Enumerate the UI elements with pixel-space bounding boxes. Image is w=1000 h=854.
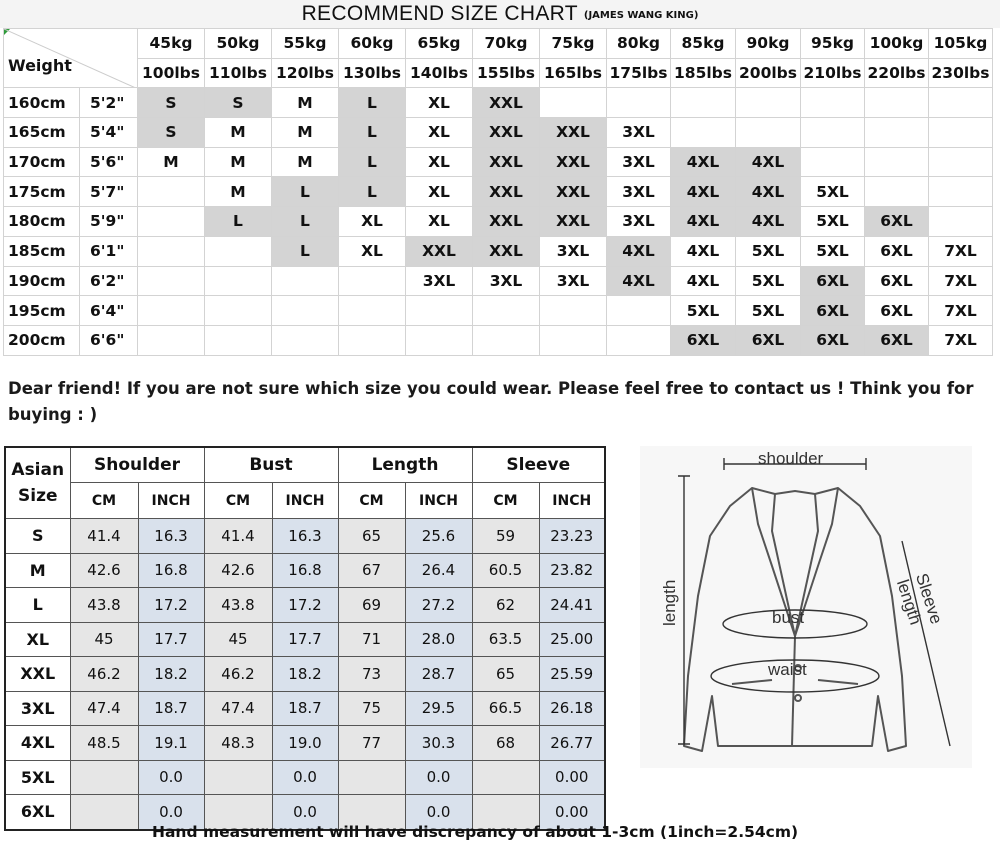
height-row [4,266,993,296]
asian-size: S [5,519,70,554]
height-row [4,236,993,266]
size-cell: 4XL [607,236,671,266]
size-cell: S [138,118,205,148]
measure-value: 41.4 [70,519,138,554]
size-cell: L [205,207,272,237]
size-cell: 6XL [736,325,801,355]
size-cell: 5XL [801,177,865,207]
size-cell: 3XL [473,266,540,296]
height-row [4,118,993,148]
measure-value: 46.2 [204,657,272,692]
measure-value: 26.4 [405,553,472,588]
size-cell: 4XL [736,207,801,237]
measure-value [338,760,405,795]
measure-value: 60.5 [472,553,539,588]
measure-value: 17.2 [138,588,204,623]
weight-lbs-header: 185lbs [671,58,736,88]
size-cell: XXL [473,118,540,148]
weight-lbs-row [4,58,993,88]
weight-kg-header: 75kg [540,29,607,59]
weight-lbs-header: 220lbs [865,58,929,88]
height-cm: 160cm [4,88,80,118]
asian-label: Asian [11,460,65,480]
measure-value: 23.23 [539,519,605,554]
size-cell [138,325,205,355]
unit-header: CM [338,483,405,519]
height-inch: 6'6" [80,325,138,355]
measure-value: 47.4 [70,691,138,726]
measure-value: 46.2 [70,657,138,692]
weight-lbs-header: 200lbs [736,58,801,88]
measure-value: 25.6 [405,519,472,554]
weight-lbs-header: 155lbs [473,58,540,88]
height-inch: 6'4" [80,296,138,326]
measure-value: 25.00 [539,622,605,657]
height-cm: 195cm [4,296,80,326]
measure-value: 47.4 [204,691,272,726]
weight-kg-header: 100kg [865,29,929,59]
height-row [4,88,993,118]
size-cell: 4XL [671,236,736,266]
size-cell: 5XL [801,236,865,266]
measure-value: 25.59 [539,657,605,692]
measure-value: 62 [472,588,539,623]
size-cell [865,88,929,118]
height-row [4,296,993,326]
size-cell: XL [406,207,473,237]
measure-row [5,760,605,795]
measure-value: 63.5 [472,622,539,657]
size-cell: M [272,118,339,148]
size-cell: XL [406,118,473,148]
size-cell: 3XL [406,266,473,296]
measure-value: 19.0 [272,726,338,761]
size-cell [473,296,540,326]
size-cell: XXL [473,236,540,266]
measure-value: 41.4 [204,519,272,554]
measure-value: 71 [338,622,405,657]
size-cell: 6XL [801,266,865,296]
measure-row [5,622,605,657]
measure-row [5,657,605,692]
measure-value: 68 [472,726,539,761]
height-cm: 165cm [4,118,80,148]
height-row [4,207,993,237]
bust-label: bust [772,608,805,627]
size-cell [929,177,993,207]
weight-kg-header: 65kg [406,29,473,59]
measure-row [5,691,605,726]
brand-text: (JAMES WANG KING) [583,10,699,21]
size-cell [540,325,607,355]
measure-row [5,519,605,554]
weight-lbs-header: 110lbs [205,58,272,88]
size-cell [272,266,339,296]
size-cell [607,296,671,326]
size-cell: 3XL [607,147,671,177]
size-cell: L [272,236,339,266]
weight-lbs-header: 120lbs [272,58,339,88]
height-cm: 190cm [4,266,80,296]
height-cm: 175cm [4,177,80,207]
height-cm: 185cm [4,236,80,266]
size-cell [339,266,406,296]
size-cell: XL [339,207,406,237]
height-inch: 6'1" [80,236,138,266]
size-cell: 4XL [671,266,736,296]
unit-header: INCH [405,483,472,519]
size-cell: XXL [406,236,473,266]
asian-size: M [5,553,70,588]
weight-lbs-header: 130lbs [339,58,406,88]
recommend-size-table [3,28,993,356]
measure-value: 0.00 [539,760,605,795]
weight-lbs-header: 210lbs [801,58,865,88]
size-cell: 4XL [607,266,671,296]
unit-header: INCH [138,483,204,519]
chart-title [0,0,1000,28]
weight-kg-header: 55kg [272,29,339,59]
size-cell [607,325,671,355]
size-cell: 5XL [736,236,801,266]
weight-lbs-header: 165lbs [540,58,607,88]
size-cell: M [272,147,339,177]
measure-value: 26.77 [539,726,605,761]
size-cell: M [138,147,205,177]
size-cell: M [205,147,272,177]
measure-value [204,760,272,795]
size-cell: XXL [473,147,540,177]
size-cell [801,118,865,148]
height-inch: 5'6" [80,147,138,177]
size-cell [865,147,929,177]
size-cell: S [205,88,272,118]
measure-value: 77 [338,726,405,761]
measure-value: 16.3 [272,519,338,554]
measure-value: 17.7 [138,622,204,657]
height-inch: 6'2" [80,266,138,296]
asian-size: 5XL [5,760,70,795]
size-cell [205,236,272,266]
weight-lbs-header: 140lbs [406,58,473,88]
title-text: RECOMMEND SIZE CHART [301,2,578,25]
weight-height-corner [4,29,138,88]
size-cell: 6XL [865,236,929,266]
size-cell: 4XL [671,147,736,177]
height-row [4,147,993,177]
measure-value: 30.3 [405,726,472,761]
measure-value: 0.0 [138,760,204,795]
measure-row [5,553,605,588]
measure-value: 59 [472,519,539,554]
weight-kg-header: 70kg [473,29,540,59]
size-cell [801,88,865,118]
measure-value: 42.6 [70,553,138,588]
measurement-footnote: Hand measurement will have discrepancy of about 1-3cm (1inch=2.54cm) [152,823,799,841]
size-cell: XL [406,88,473,118]
size-cell [671,118,736,148]
size-cell [736,88,801,118]
unit-header: CM [204,483,272,519]
measure-value: 17.7 [272,622,338,657]
measure-group-header: Sleeve [472,447,605,483]
size-cell [205,325,272,355]
size-cell [865,177,929,207]
height-row [4,177,993,207]
measure-group-header: Bust [204,447,338,483]
size-cell: 4XL [736,177,801,207]
measure-value [70,795,138,830]
size-cell [473,325,540,355]
size-cell: 6XL [865,207,929,237]
size-label: Size [18,486,58,506]
measure-value: 28.7 [405,657,472,692]
measure-value: 45 [204,622,272,657]
height-cm: 180cm [4,207,80,237]
measure-value: 24.41 [539,588,605,623]
unit-header: CM [70,483,138,519]
size-cell: 5XL [736,266,801,296]
weight-kg-row [4,29,993,59]
asian-size: L [5,588,70,623]
measure-value: 0.0 [272,760,338,795]
size-cell [671,88,736,118]
size-cell [339,296,406,326]
size-cell: XXL [540,207,607,237]
measure-value: 69 [338,588,405,623]
size-cell [339,325,406,355]
asian-size: XL [5,622,70,657]
measure-value: 0.0 [405,760,472,795]
size-cell: L [272,207,339,237]
size-cell [138,236,205,266]
measure-row [5,726,605,761]
size-cell [607,88,671,118]
size-cell: 6XL [865,325,929,355]
size-cell [801,147,865,177]
measure-row [5,588,605,623]
measure-group-header: Shoulder [70,447,204,483]
measure-value: 0.0 [272,795,338,830]
size-cell: 4XL [736,147,801,177]
measure-value: 16.8 [138,553,204,588]
measure-group-header: Length [338,447,472,483]
measure-value: 29.5 [405,691,472,726]
measure-value: 48.5 [70,726,138,761]
measure-unit-row [5,483,605,519]
size-cell: 4XL [671,177,736,207]
size-cell: 5XL [801,207,865,237]
asian-size: 6XL [5,795,70,830]
size-cell [540,88,607,118]
sleeve-length-label: Sleeve length [892,571,947,628]
size-cell: L [339,88,406,118]
measure-value: 0.0 [138,795,204,830]
size-cell [736,118,801,148]
weight-lbs-header: 175lbs [607,58,671,88]
weight-kg-header: 90kg [736,29,801,59]
measure-value: 17.2 [272,588,338,623]
size-cell: 6XL [671,325,736,355]
size-cell: 5XL [736,296,801,326]
size-cell: M [205,118,272,148]
measure-value: 27.2 [405,588,472,623]
size-cell [540,296,607,326]
measure-value: 48.3 [204,726,272,761]
size-cell: 7XL [929,325,993,355]
size-cell: XL [339,236,406,266]
weight-kg-header: 50kg [205,29,272,59]
size-cell: 3XL [607,207,671,237]
weight-kg-header: 45kg [138,29,205,59]
measure-value: 65 [338,519,405,554]
unit-header: CM [472,483,539,519]
measure-value: 19.1 [138,726,204,761]
contact-note: Dear friend! If you are not sure which size you could wear. Please feel free to contact us ! Think you for buying : ) [8,379,974,424]
size-cell [929,207,993,237]
weight-kg-header: 105kg [929,29,993,59]
size-cell: XXL [540,177,607,207]
size-cell: M [272,88,339,118]
measure-value: 0.00 [539,795,605,830]
size-cell [929,118,993,148]
weight-kg-header: 60kg [339,29,406,59]
measure-value: 73 [338,657,405,692]
height-inch: 5'9" [80,207,138,237]
size-cell [205,296,272,326]
waist-label: waist [768,660,807,679]
unit-header: INCH [272,483,338,519]
size-cell [138,296,205,326]
size-cell: XXL [540,118,607,148]
size-cell [205,266,272,296]
size-cell: XL [406,147,473,177]
size-cell: XXL [540,147,607,177]
size-cell: L [339,177,406,207]
size-cell [272,325,339,355]
measure-value: 18.2 [272,657,338,692]
size-cell: 6XL [865,296,929,326]
measure-value: 43.8 [70,588,138,623]
height-cm: 170cm [4,147,80,177]
size-cell: XL [406,177,473,207]
size-cell: 7XL [929,266,993,296]
measure-value: 75 [338,691,405,726]
size-cell [929,147,993,177]
measure-value: 18.7 [138,691,204,726]
measure-value: 65 [472,657,539,692]
asian-size: 3XL [5,691,70,726]
measure-value: 23.82 [539,553,605,588]
size-cell [272,296,339,326]
measure-value: 0.0 [405,795,472,830]
height-row [4,325,993,355]
asian-size-header [5,447,70,519]
size-cell [929,88,993,118]
weight-label: Weight [8,56,72,75]
measure-value: 26.18 [539,691,605,726]
size-cell [865,118,929,148]
asian-size: XXL [5,657,70,692]
size-cell [138,266,205,296]
height-inch: 5'2" [80,88,138,118]
jacket-diagram [640,446,972,768]
size-cell: 6XL [801,325,865,355]
size-cell: 4XL [671,207,736,237]
size-cell: 3XL [540,236,607,266]
asian-size: 4XL [5,726,70,761]
weight-kg-header: 80kg [607,29,671,59]
measure-group-row [5,447,605,483]
weight-kg-header: 85kg [671,29,736,59]
shoulder-label: shoulder [758,449,824,468]
size-cell: 3XL [607,177,671,207]
size-cell [406,325,473,355]
size-cell: L [339,147,406,177]
size-cell: L [339,118,406,148]
measure-value [70,760,138,795]
measure-value: 18.2 [138,657,204,692]
measure-value: 67 [338,553,405,588]
height-inch: 5'7" [80,177,138,207]
measure-value: 43.8 [204,588,272,623]
measure-value [472,760,539,795]
size-cell [406,296,473,326]
measure-value: 16.8 [272,553,338,588]
weight-lbs-header: 100lbs [138,58,205,88]
measure-value: 28.0 [405,622,472,657]
measure-value: 66.5 [472,691,539,726]
length-label: length [660,579,679,626]
size-cell: XXL [473,207,540,237]
size-cell: 6XL [801,296,865,326]
size-cell [138,207,205,237]
size-cell: 7XL [929,236,993,266]
size-cell: XXL [473,177,540,207]
size-cell: 7XL [929,296,993,326]
measure-value: 42.6 [204,553,272,588]
measure-value: 45 [70,622,138,657]
measurement-table [4,446,606,831]
size-cell: 3XL [607,118,671,148]
size-cell [138,177,205,207]
size-cell: 6XL [865,266,929,296]
weight-kg-header: 95kg [801,29,865,59]
measure-value: 18.7 [272,691,338,726]
weight-lbs-header: 230lbs [929,58,993,88]
height-cm: 200cm [4,325,80,355]
size-cell: 5XL [671,296,736,326]
unit-header: INCH [539,483,605,519]
size-cell: S [138,88,205,118]
size-cell: XXL [473,88,540,118]
height-inch: 5'4" [80,118,138,148]
measure-value: 16.3 [138,519,204,554]
size-cell: L [272,177,339,207]
size-cell: M [205,177,272,207]
size-cell: 3XL [540,266,607,296]
